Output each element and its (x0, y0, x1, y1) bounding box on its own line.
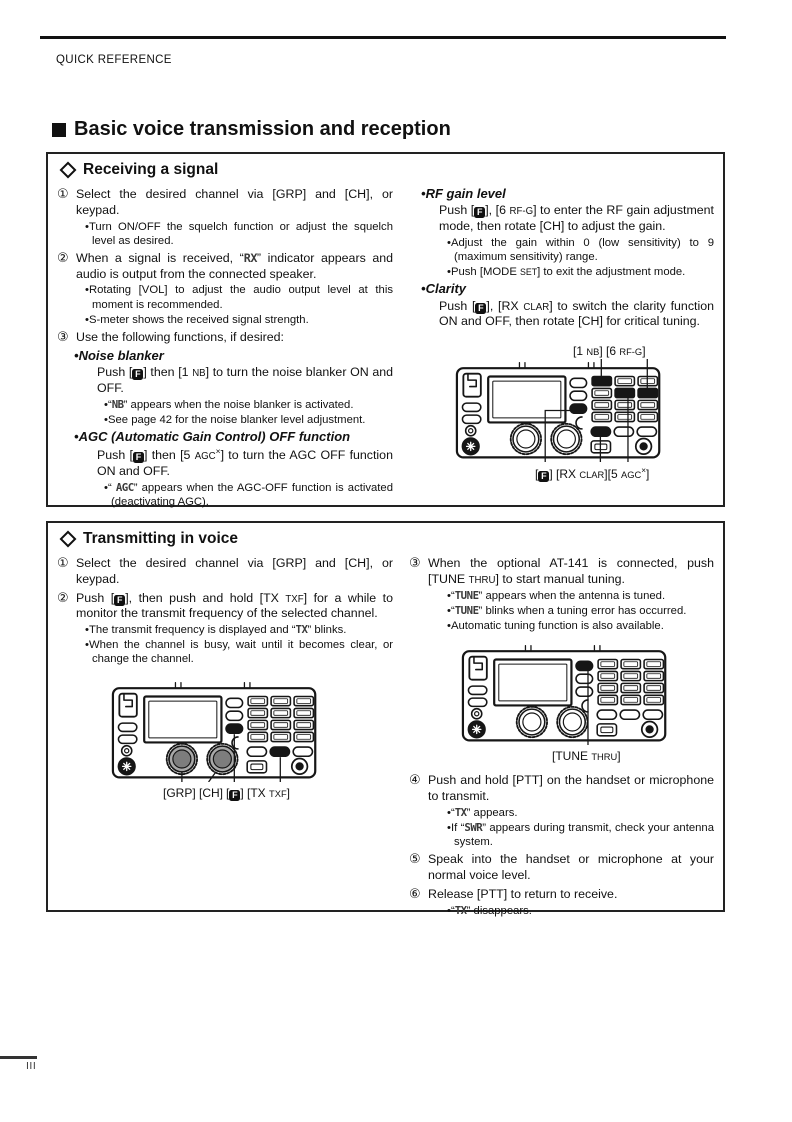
note-bullet: •When the channel is busy, wait until it becomes clear, or change the channel. (85, 639, 393, 666)
step-number-icon: ③ (409, 556, 421, 571)
note-bullet: •“NB” appears when the noise blanker is activated. (104, 397, 354, 411)
instruction-step: ① Select the desired channel via [GRP] and [CH], or keypad. (57, 187, 393, 217)
radio-front-panel-illustration-receive (453, 344, 669, 494)
instruction-text: Push [ F ] then [1 NB] to turn the noise blanker ON and OFF. (97, 365, 393, 395)
function-heading: •AGC (Automatic Gain Control) OFF function (74, 429, 351, 445)
note-bullet: •If “SWR” appears during transmit, check your antenna system. (447, 820, 714, 849)
note-bullet: •“TX” disappears. (447, 903, 532, 917)
diamond-icon (60, 531, 77, 548)
heading-square-icon (52, 123, 66, 137)
running-header: QUICK REFERENCE (56, 54, 172, 66)
step-number-icon: ② (57, 590, 69, 606)
transmitting-section-box (46, 521, 725, 917)
callout-label-tune: [TUNE THRU] (552, 749, 621, 764)
note-bullet: •The transmit frequency is displayed and “TX” blinks. (85, 623, 347, 636)
f-key-icon: F (114, 595, 125, 606)
instruction-text: Push [ F ], [6 RF-G] to enter the RF gain adjustment mode, then rotate [CH] to adjust the gain. (439, 203, 715, 233)
step-number-icon: ① (57, 187, 69, 202)
f-key-icon: F (229, 790, 240, 801)
callout-label-top-keys: [1 NB] [6 RF-G] (573, 344, 646, 359)
note-bullet: •“ AGC” appears when the AGC-OFF function is activated (deactivating AGC). (104, 480, 393, 509)
receiving-section-box (46, 152, 725, 507)
step-number-icon: ② (57, 250, 69, 266)
instruction-step: ② When a signal is received, “RX” indicator appears and audio is output from the connected speaker. (57, 250, 393, 281)
function-heading: •Noise blanker (74, 347, 164, 363)
step-number-icon: ④ (409, 773, 421, 789)
footer-rule (0, 1056, 37, 1059)
f-key-icon: F (132, 369, 143, 380)
note-bullet: •S-meter shows the received signal strength. (85, 313, 309, 326)
transmitting-title-text: Transmitting in voice (83, 530, 239, 547)
callout-label-knobs: [GRP] [CH] (163, 785, 224, 800)
f-key-icon: F (475, 303, 486, 314)
diamond-icon (60, 162, 77, 179)
radio-front-panel-illustration-transmit (109, 679, 325, 806)
f-key-icon: F (474, 207, 485, 218)
note-bullet: •“TX” appears. (447, 805, 518, 819)
note-bullet: •Rotating [VOL] to adjust the audio output level at this moment is recommended. (85, 284, 393, 311)
function-heading: •Clarity (421, 281, 467, 297)
note-bullet: •“TUNE” blinks when a tuning error has occurred. (447, 603, 687, 617)
step-number-icon: ⑤ (409, 852, 421, 868)
receiving-title (59, 161, 714, 179)
note-bullet: •Push [MODE SET] to exit the adjustment mode. (447, 266, 686, 279)
instruction-step: ④ Push and hold [PTT] on the handset or microphone to transmit. (409, 773, 714, 803)
step-number-icon: ① (57, 556, 69, 571)
receiving-right-column (409, 184, 714, 494)
note-bullet: •Automatic tuning function is also available. (447, 619, 664, 632)
instruction-step: ② Push [ F ], then push and hold [TX TXF] for a while to monitor the transmit frequency of the selected channel. (57, 590, 393, 621)
note-bullet: •See page 42 for the noise blanker level adjustment. (104, 413, 366, 426)
transmitting-left-column (57, 553, 393, 806)
callout-label-bottom-keys: [ F ] [RX CLAR][5 AGC×] (535, 466, 650, 482)
receiving-title-text: Receiving a signal (83, 161, 219, 178)
radio-line-art (109, 679, 321, 782)
instruction-text: Push [ F ] then [5 AGC×] to turn the AGC OFF function ON and OFF. (97, 446, 393, 479)
top-rule (40, 36, 726, 39)
step-number-icon: ③ (57, 330, 69, 346)
instruction-step: ① Select the desired channel via [GRP] and [CH], or keypad. (57, 556, 393, 586)
section-heading (52, 118, 451, 141)
note-bullet: •“TUNE” appears when the antenna is tuned. (447, 588, 666, 602)
note-bullet: •Adjust the gain within 0 (low sensitivity) to 9 (maximum sensitivity) range. (447, 236, 714, 263)
receiving-left-column (57, 184, 393, 509)
radio-line-art (459, 642, 671, 745)
radio-front-panel-illustration-tune (459, 642, 675, 769)
instruction-step: ③ When the optional AT-141 is connected, push [TUNE THRU] to start manual tuning. (409, 556, 714, 586)
f-key-icon: F (538, 471, 549, 482)
transmitting-right-column (409, 553, 714, 918)
section-heading-text: Basic voice transmission and reception (74, 118, 451, 140)
radio-line-art (453, 359, 665, 462)
instruction-step: ③ Use the following functions, if desired: (57, 330, 284, 346)
step-number-icon: ⑥ (409, 886, 421, 902)
note-bullet: •Turn ON/OFF the squelch function or adjust the squelch level as desired. (85, 220, 393, 247)
instruction-step: ⑤ Speak into the handset or microphone at your normal voice level. (409, 852, 714, 883)
instruction-step: ⑥ Release [PTT] to return to receive. (409, 886, 618, 902)
function-heading: •RF gain level (421, 186, 506, 201)
transmitting-title (59, 530, 714, 548)
instruction-text: Push [ F ], [RX CLAR] to switch the clarity function ON and OFF, then rotate [CH] for critical tuning. (439, 298, 714, 329)
callout-label-keys: [ F ] [TX TXF] (226, 785, 291, 800)
page-number: III (26, 1060, 37, 1072)
f-key-icon: F (133, 452, 144, 463)
